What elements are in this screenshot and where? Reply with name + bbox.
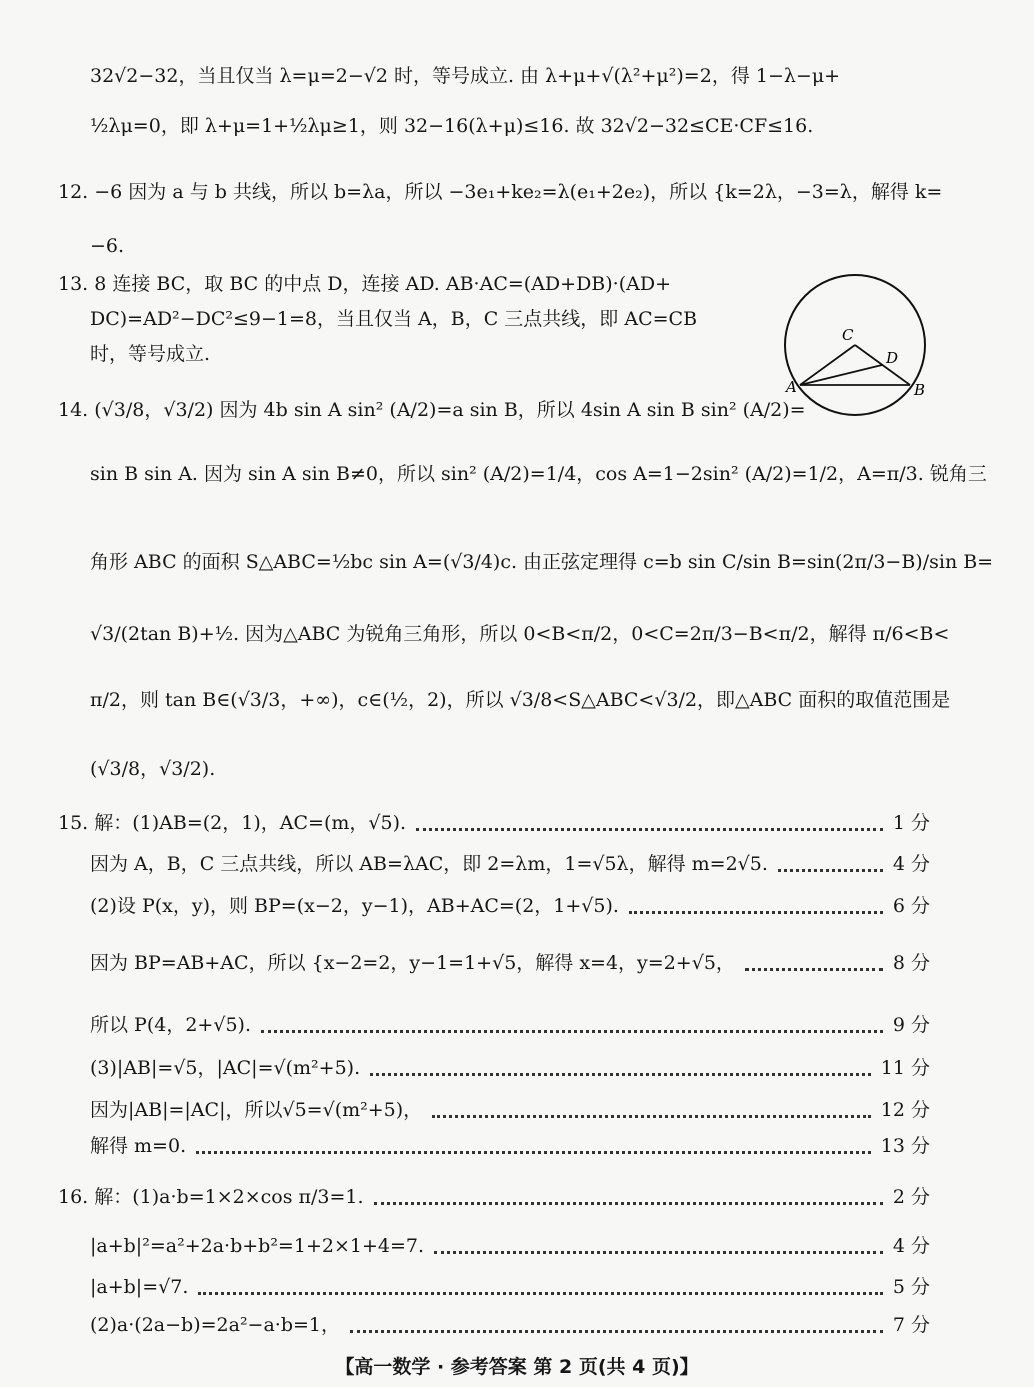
scored-line: 所以 P(4，2+√5). 9 分 [90, 1011, 930, 1039]
score-label: 1 分 [892, 812, 930, 834]
score-label: 11 分 [880, 1057, 930, 1079]
scored-line: |a+b|²=a²+2a·b+b²=1+2×1+4=7. 4 分 [90, 1232, 930, 1260]
score-label: 2 分 [892, 1186, 930, 1208]
label-b: B [914, 381, 926, 399]
page-footer: 【高一数学 · 参考答案 第 2 页(共 4 页)】 [335, 1356, 699, 1378]
score-label: 4 分 [892, 853, 930, 875]
score-label: 4 分 [892, 1235, 930, 1257]
circle-triangle-figure [780, 268, 930, 418]
segment-cb [855, 345, 910, 385]
score-label: 9 分 [892, 1014, 930, 1036]
text-line: π/2，则 tan B∈(√3/3，+∞)，c∈(½，2)，所以 √3/8<S△ABC<√3/2，即△ABC 面积的取值范围是 [90, 689, 951, 711]
score-label: 8 分 [892, 952, 930, 974]
scored-line: (2)a·(2a−b)=2a²−a·b=1， 7 分 [90, 1311, 930, 1339]
scored-line: 解得 m=0. 13 分 [90, 1132, 930, 1160]
text-line: sin B sin A. 因为 sin A sin B≠0，所以 sin² (A/2)=1/4，cos A=1−2sin² (A/2)=1/2，A=π/3. 锐角三 [90, 463, 987, 485]
scored-line: (2)设 P(x，y)，则 BP=(x−2，y−1)，AB+AC=(2，1+√5). 6 分 [90, 892, 930, 920]
text-line: ½λμ=0，即 λ+μ=1+½λμ≥1，则 32−16(λ+μ)≤16. 故 32√2−32≤CE·CF≤16. [90, 115, 814, 137]
score-label: 12 分 [880, 1099, 930, 1121]
scored-line: (3)|AB|=√5，|AC|=√(m²+5). 11 分 [90, 1054, 930, 1082]
text-line: DC)=AD²−DC²≤9−1=8，当且仅当 A，B，C 三点共线，即 AC=CB [90, 308, 698, 330]
score-label: 5 分 [892, 1276, 930, 1298]
scored-line: 15. 解：(1)AB=(2，1)，AC=(m，√5). 1 分 [58, 809, 930, 837]
text-line: 14. (√3/8，√3/2) 因为 4b sin A sin² (A/2)=a sin B，所以 4sin A sin B sin² (A/2)= [58, 399, 806, 421]
scored-line: 16. 解：(1)a·b=1×2×cos π/3=1. 2 分 [58, 1183, 930, 1211]
text-line: 角形 ABC 的面积 S△ABC=½bc sin A=(√3/4)c. 由正弦定理得 c=b sin C/sin B=sin(2π/3−B)/sin B= [90, 551, 994, 573]
text-line: −6. [90, 235, 125, 257]
text-line: √3/(2tan B)+½. 因为△ABC 为锐角三角形，所以 0<B<π/2，0<C=2π/3−B<π/2，解得 π/6<B< [90, 623, 950, 645]
score-label: 6 分 [892, 895, 930, 917]
text-line: 时，等号成立. [90, 343, 211, 365]
scored-line: 因为 A，B，C 三点共线，所以 AB=λAC，即 2=λm，1=√5λ，解得 m=2√5. 4 分 [90, 850, 930, 878]
score-label: 7 分 [892, 1314, 930, 1336]
label-c: C [842, 326, 854, 344]
scored-line: |a+b|=√7. 5 分 [90, 1273, 930, 1301]
text-line: 32√2−32，当且仅当 λ=μ=2−√2 时，等号成立. 由 λ+μ+√(λ²+μ²)=2，得 1−λ−μ+ [90, 65, 841, 87]
scored-line: 因为 BP=AB+AC，所以 {x−2=2，y−1=1+√5，解得 x=4，y=2+√5， 8 分 [90, 949, 930, 977]
text-line: 13. 8 连接 BC，取 BC 的中点 D，连接 AD. AB·AC=(AD+DB)·(AD+ [58, 273, 672, 295]
label-a: A [786, 378, 797, 396]
text-line: 12. −6 因为 a 与 b 共线，所以 b=λa，所以 −3e₁+ke₂=λ(e₁+2e₂)，所以 {k=2λ，−3=λ，解得 k= [58, 181, 943, 203]
score-label: 13 分 [880, 1135, 930, 1157]
label-d: D [886, 349, 899, 367]
scored-line: 因为|AB|=|AC|，所以√5=√(m²+5)， 12 分 [90, 1096, 930, 1124]
text-line: (√3/8，√3/2). [90, 758, 216, 780]
